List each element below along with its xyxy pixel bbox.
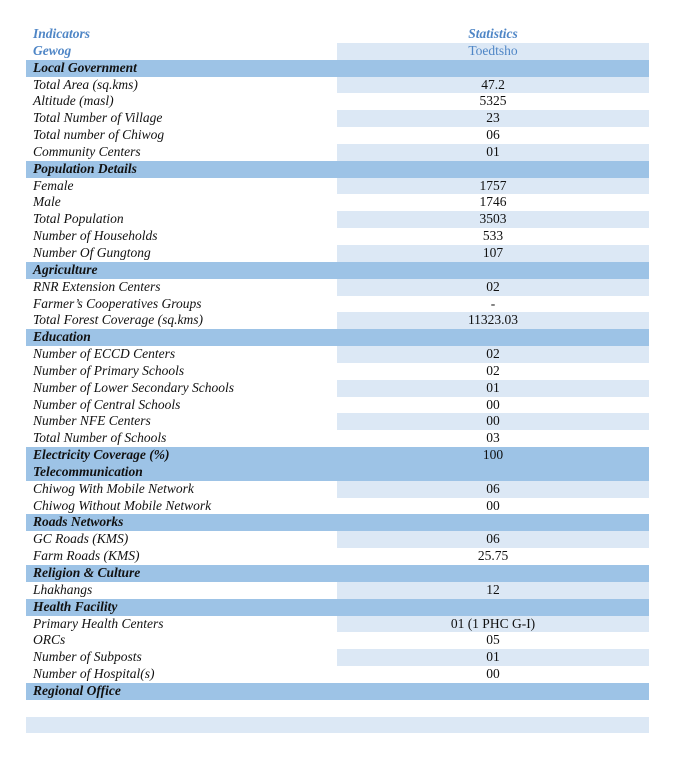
indicator-label: Farm Roads (KMS): [33, 548, 140, 564]
blank-shaded-row: [26, 717, 649, 734]
table-row: [26, 481, 649, 498]
indicator-label: Number of Central Schools: [33, 396, 181, 412]
section-header-row: [26, 683, 649, 700]
indicator-value: 1757: [337, 178, 649, 195]
section-title: Religion & Culture: [33, 565, 141, 580]
indicator-value: 00: [486, 666, 500, 682]
indicator-value: 00: [337, 413, 649, 430]
indicator-value: 00: [486, 396, 500, 412]
indicator-value: 01 (1 PHC G-I): [337, 616, 649, 633]
table-row: [26, 531, 649, 548]
indicator-label: Total Number of Schools: [33, 430, 167, 446]
indicator-label: Number Of Gungtong: [33, 244, 151, 260]
section-value: [337, 565, 649, 582]
section-header-row: [26, 161, 649, 178]
indicator-value: 47.2: [337, 77, 649, 94]
indicator-value: 06: [337, 481, 649, 498]
table-row: [26, 312, 649, 329]
indicator-label: Primary Health Centers: [33, 615, 164, 631]
table-body: [26, 60, 649, 734]
indicator-value: 00: [486, 497, 500, 513]
indicator-value: 01: [337, 380, 649, 397]
table-row: [26, 397, 649, 414]
table-row: [26, 380, 649, 397]
indicator-value: 11323.03: [337, 312, 649, 329]
section-value: [337, 262, 649, 279]
indicator-label: Number of ECCD Centers: [33, 346, 176, 362]
section-header-row: [26, 464, 649, 481]
indicator-value: 107: [337, 245, 649, 262]
indicator-label: Altitude (masl): [33, 93, 114, 109]
table-row: [26, 127, 649, 144]
indicator-label: Total Area (sq.kms): [33, 76, 138, 92]
table-row: [26, 413, 649, 430]
section-title: Agriculture: [33, 261, 98, 277]
indicator-label: Total Number of Village: [33, 110, 163, 126]
table-row: [26, 548, 649, 565]
statistics-header: Statistics: [468, 26, 518, 41]
table-row: [26, 616, 649, 633]
section-value: 100: [482, 447, 504, 463]
section-value: [337, 514, 649, 531]
table-row: [26, 245, 649, 262]
table-row: [26, 178, 649, 195]
indicator-label: Male: [33, 194, 61, 210]
section-title: Local Government: [33, 59, 137, 75]
indicator-label: Number of Subposts: [33, 649, 142, 665]
indicator-value: 12: [337, 582, 649, 599]
indicator-value: 5325: [479, 93, 507, 109]
table-row: [26, 498, 649, 515]
indicator-value: 06: [486, 127, 500, 143]
indicator-label: GC Roads (KMS): [33, 531, 129, 547]
indicator-value: 3503: [337, 211, 649, 228]
gewog-value: Toedtsho: [337, 43, 649, 60]
indicator-label: Community Centers: [33, 143, 141, 159]
table-row: [26, 93, 649, 110]
table-row: [26, 649, 649, 666]
section-title: Population Details: [33, 160, 137, 176]
indicator-label: Total number of Chiwog: [33, 127, 165, 143]
section-header-row: [26, 60, 649, 77]
indicator-label: Number of Households: [33, 228, 158, 244]
gewog-row: [26, 43, 649, 60]
table-row: [26, 666, 649, 683]
indicator-value: 02: [337, 346, 649, 363]
table-row: [26, 211, 649, 228]
section-value: [337, 464, 649, 481]
indicator-label: Farmer’s Cooperatives Groups: [33, 295, 202, 311]
indicator-label: RNR Extension Centers: [33, 278, 161, 294]
section-value: [337, 161, 649, 178]
section-header-row: [26, 329, 649, 346]
section-header-row: [26, 514, 649, 531]
section-title: Electricity Coverage (%): [33, 447, 170, 463]
section-title: Health Facility: [33, 598, 118, 614]
table-row: [26, 632, 649, 649]
indicator-value: 01: [337, 649, 649, 666]
section-value: [337, 599, 649, 616]
indicator-label: Female: [33, 177, 74, 193]
indicator-value: 23: [337, 110, 649, 127]
section-value: [337, 683, 649, 700]
header-row: [26, 26, 649, 43]
indicator-label: Number of Primary Schools: [33, 362, 185, 378]
section-header-row: [26, 447, 649, 464]
indicator-label: Lhakhangs: [33, 581, 93, 597]
gewog-label: Gewog: [33, 42, 72, 58]
indicator-value: 1746: [479, 194, 507, 210]
table-row: [26, 144, 649, 161]
indicator-value: 533: [482, 228, 504, 244]
section-header-row: [26, 262, 649, 279]
section-header-row: [26, 599, 649, 616]
section-title: Education: [33, 329, 91, 345]
table-row: [26, 110, 649, 127]
section-value: [337, 60, 649, 77]
indicator-value: 06: [337, 531, 649, 548]
indicators-header: Indicators: [33, 26, 91, 41]
indicator-label: Number of Lower Secondary Schools: [33, 379, 234, 395]
indicator-label: ORCs: [33, 632, 66, 648]
indicator-value: 03: [486, 430, 500, 446]
table-row: [26, 363, 649, 380]
indicator-value: 05: [486, 632, 500, 648]
indicator-value: -: [490, 295, 496, 311]
section-title: Regional Office: [33, 682, 121, 698]
indicator-label: Chiwog Without Mobile Network: [33, 497, 212, 513]
section-header-row: [26, 565, 649, 582]
statistics-table: [26, 26, 649, 733]
table-row: [26, 582, 649, 599]
indicator-label: Chiwog With Mobile Network: [33, 480, 194, 496]
indicator-value: 02: [486, 362, 500, 378]
blank-row: [26, 700, 649, 717]
indicator-value: 25.75: [477, 548, 509, 564]
table-row: [26, 228, 649, 245]
table-row: [26, 296, 649, 313]
table-row: [26, 346, 649, 363]
indicator-label: Number of Hospital(s): [33, 666, 155, 682]
table-row: [26, 194, 649, 211]
table-row: [26, 77, 649, 94]
section-value: [337, 329, 649, 346]
indicator-value: 01: [337, 144, 649, 161]
table-row: [26, 430, 649, 447]
section-title: Telecommunication: [33, 463, 143, 479]
section-title: Roads Networks: [33, 514, 124, 530]
indicator-label: Number NFE Centers: [33, 413, 151, 429]
table-row: [26, 279, 649, 296]
indicator-value: 02: [337, 279, 649, 296]
indicator-label: Total Population: [33, 211, 124, 227]
indicator-label: Total Forest Coverage (sq.kms): [33, 312, 203, 328]
